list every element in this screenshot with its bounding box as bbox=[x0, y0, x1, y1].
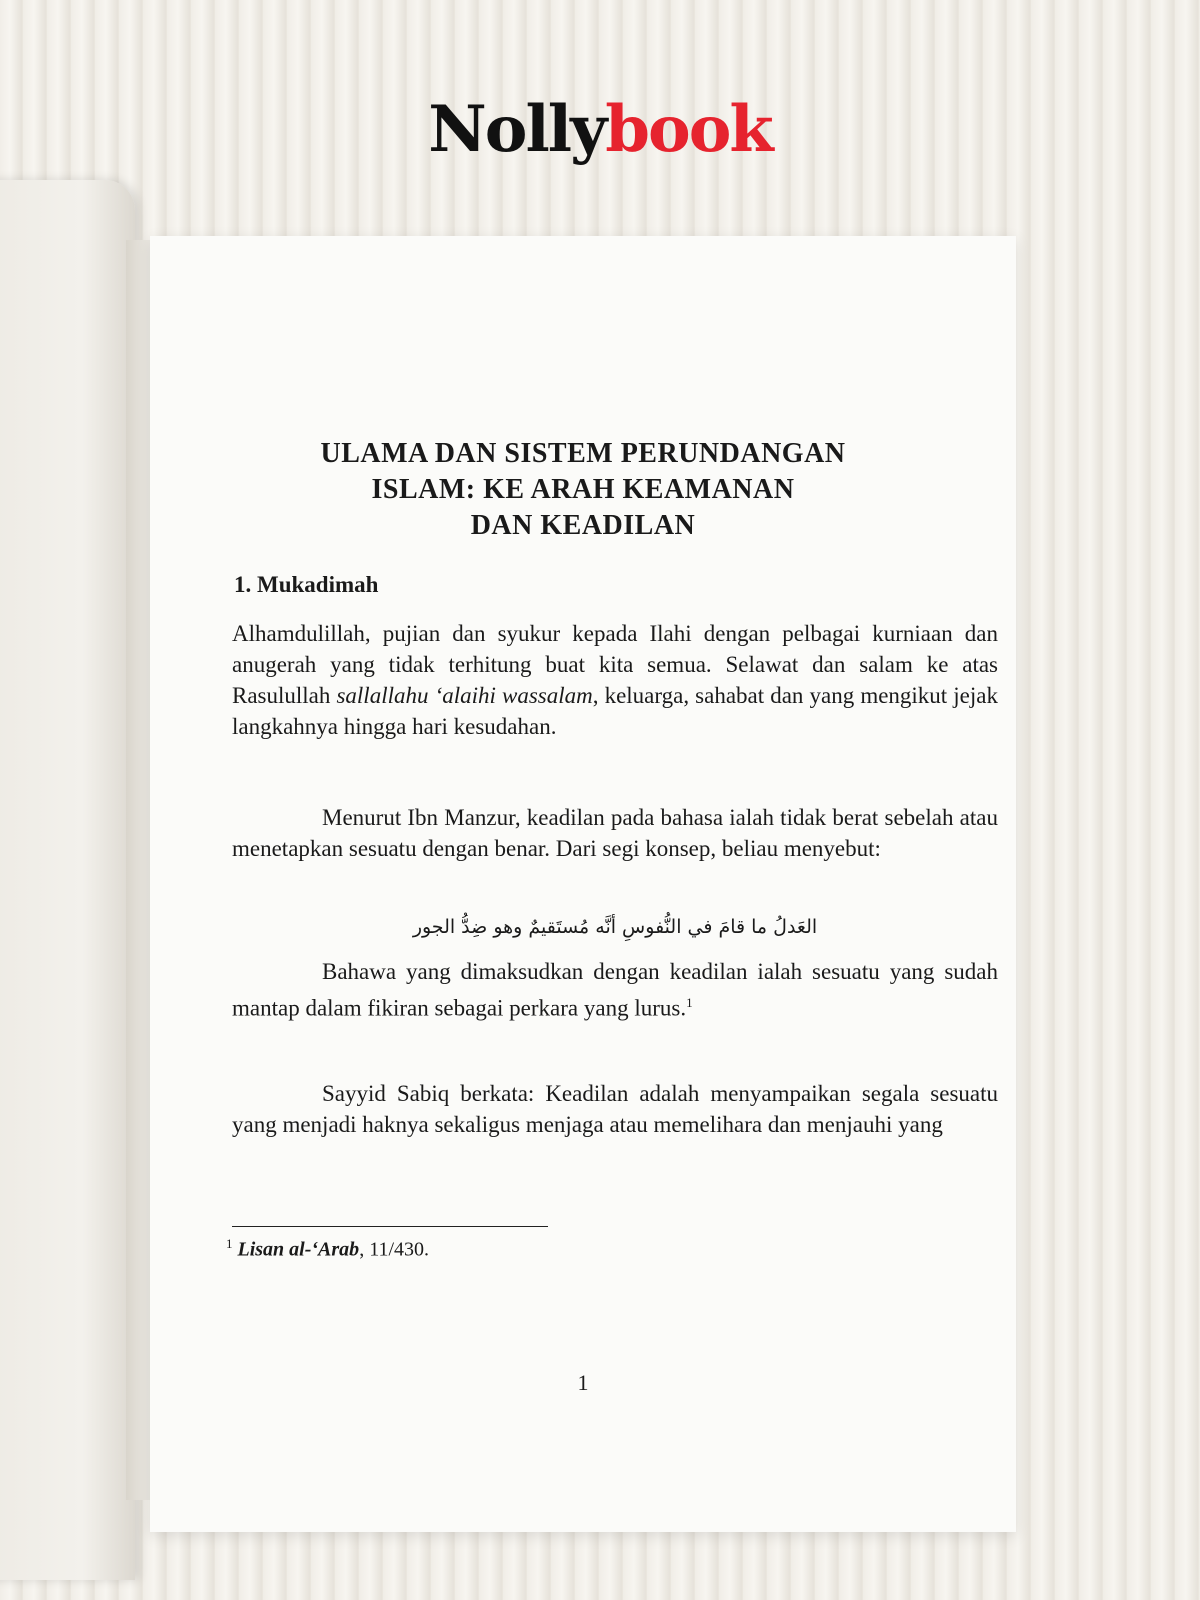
section-heading: 1. Mukadimah bbox=[234, 572, 379, 597]
arabic-quote: العَدلُ ما قامَ في النُّفوسِ أنَّه مُستَقيمٌ وهو ضِدُّ الجور bbox=[412, 916, 818, 938]
brand-logo bbox=[0, 92, 1200, 167]
paragraph-1-start: Alhamdulillah, pujian dan syukur kepada Ilahi dengan pelbagai kurniaan dan anugerah yang tidak terhitung buat kita semua. Selawat dan salam ke atas Rasulullah bbox=[232, 621, 998, 708]
footnote-citation: , 11/430. bbox=[359, 1238, 430, 1261]
book-page bbox=[150, 236, 1016, 1532]
paragraph-1 bbox=[232, 618, 998, 742]
footnote-title: Lisan al-‘Arab bbox=[237, 1238, 360, 1261]
paragraph-4: Sayyid Sabiq berkata: Keadilan adalah menyampaikan segala sesuatu yang menjadi haknya sekaligus menjaga atau memelihara dan menjauhi yang bbox=[232, 1081, 998, 1137]
page-number: 1 bbox=[577, 1370, 589, 1395]
footnote-number: 1 bbox=[226, 1236, 233, 1251]
title-line-2: ISLAM: KE ARAH KEAMANAN bbox=[371, 474, 795, 505]
footnote-reference: 1 bbox=[686, 995, 693, 1010]
title-line-1: ULAMA DAN SISTEM PERUNDANGAN bbox=[320, 438, 846, 469]
footnote bbox=[226, 1236, 429, 1262]
paragraph-1-italic: sallallahu ‘alaihi wassalam bbox=[336, 683, 593, 708]
left-page bbox=[0, 180, 135, 1580]
chapter-title bbox=[150, 436, 1016, 544]
paragraph-3-text: Bahawa yang dimaksudkan dengan keadilan ialah sesuatu yang sudah mantap dalam fikiran sebagai perkara yang lurus. bbox=[232, 959, 998, 1021]
paragraph-1-end: , keluarga, sahabat dan yang mengikut jejak langkahnya hingga hari kesudahan. bbox=[232, 683, 998, 739]
title-line-3: DAN KEADILAN bbox=[470, 510, 696, 541]
paragraph-2: Menurut Ibn Manzur, keadilan pada bahasa ialah tidak berat sebelah atau menetapkan sesuatu dengan benar. Dari segi konsep, beliau menyebut: bbox=[232, 805, 998, 861]
paragraph-3 bbox=[232, 956, 998, 1024]
logo-text-dark: Nolly bbox=[428, 92, 606, 167]
logo-text-red: book bbox=[605, 92, 772, 167]
footnote-divider bbox=[232, 1226, 548, 1227]
